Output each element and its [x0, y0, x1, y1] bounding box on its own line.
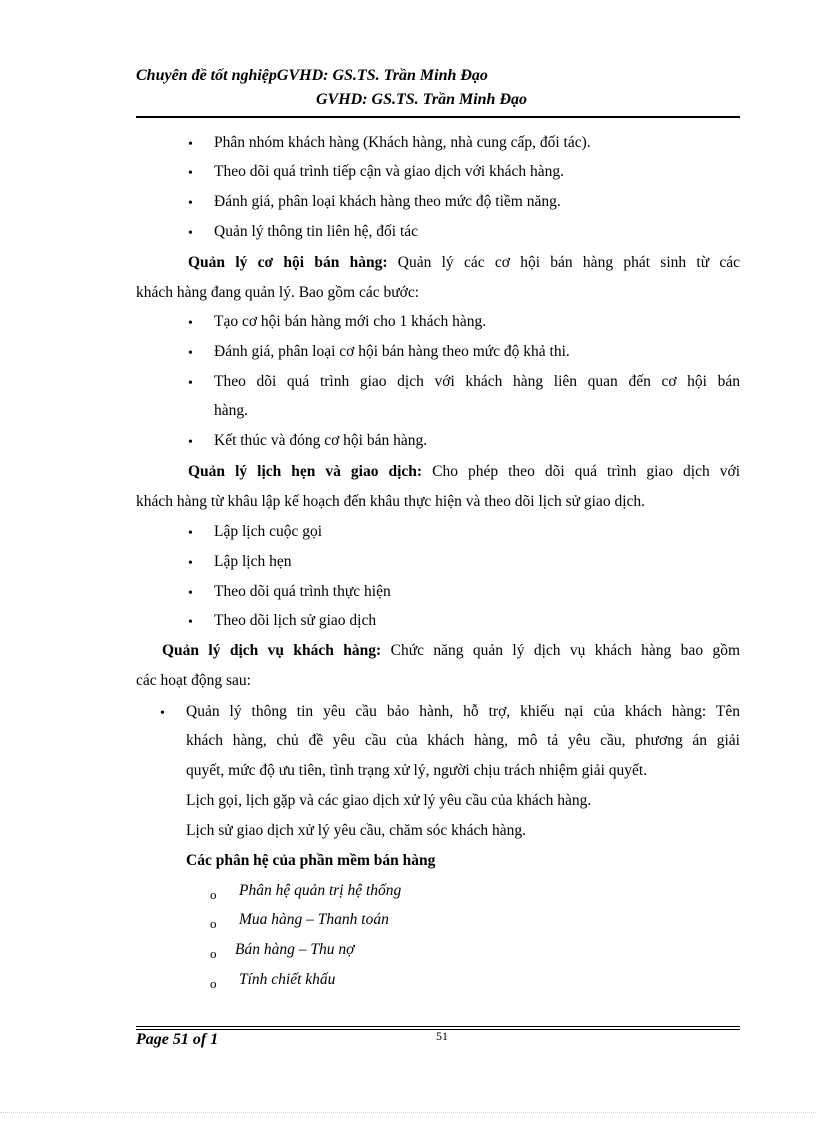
header-advisor: GVHD: GS.TS. Trần Minh Đạo: [316, 91, 528, 108]
bullet-icon: •: [188, 137, 193, 152]
paragraph: [188, 462, 740, 482]
paragraph-text: Lịch sử giao dịch xử lý yêu cầu, chăm sóc khách hàng.: [186, 822, 527, 839]
list-item: Tạo cơ hội bán hàng mới cho 1 khách hàng.: [214, 313, 487, 330]
footer-divider: [136, 1026, 740, 1027]
header-title: Chuyên đề tốt nghiệpGVHD: GS.TS. Trần Minh Đạo: [136, 67, 488, 84]
list-item: Đánh giá, phân loại cơ hội bán hàng theo mức độ khả thi.: [214, 343, 570, 360]
bullet-icon: •: [188, 316, 193, 331]
sub-bullet-icon: o: [210, 916, 217, 931]
paragraph-text: Quản lý các cơ hội bán hàng phát sinh từ các: [397, 254, 741, 271]
paragraph-text: khách hàng đang quản lý. Bao gồm các bước:: [136, 284, 420, 301]
bullet-icon: •: [188, 586, 193, 601]
list-item: Phân nhóm khách hàng (Khách hàng, nhà cung cấp, đối tác).: [214, 134, 591, 151]
list-item: Kết thúc và đóng cơ hội bán hàng.: [214, 432, 428, 449]
paragraph-text: Chức năng quản lý dịch vụ khách hàng bao gồm: [390, 642, 741, 659]
bullet-icon: •: [188, 346, 193, 361]
bullet-icon: •: [188, 226, 193, 241]
bullet-icon: •: [188, 526, 193, 541]
section-heading: Quản lý cơ hội bán hàng:: [188, 254, 388, 271]
paragraph-text: Lịch gọi, lịch gặp và các giao dịch xử lý yêu cầu của khách hàng.: [186, 792, 592, 809]
bullet-icon: •: [188, 615, 193, 630]
list-item: Theo dõi quá trình thực hiện: [214, 583, 391, 600]
paragraph-text: khách hàng từ khâu lập kế hoạch đến khâu thực hiện và theo dõi lịch sử giao dịch.: [136, 493, 646, 510]
section-heading: Quản lý lịch hẹn và giao dịch:: [188, 463, 423, 480]
list-item-continuation: quyết, mức độ ưu tiên, tình trạng xử lý, người chịu trách nhiệm giải quyết.: [186, 762, 648, 779]
bullet-icon: •: [188, 166, 193, 181]
list-item: Lập lịch cuộc gọi: [214, 523, 323, 540]
page-bottom-border: [0, 1112, 816, 1113]
sub-bullet-icon: o: [210, 887, 217, 902]
section-heading: Quản lý dịch vụ khách hàng:: [162, 642, 382, 659]
list-item: Bán hàng – Thu nợ: [235, 941, 355, 958]
list-item: Mua hàng – Thanh toán: [239, 911, 389, 928]
list-item: Quản lý thông tin yêu cầu bảo hành, hỗ trợ, khiếu nại của khách hàng: Tên: [186, 703, 740, 720]
list-item-continuation: hàng.: [214, 402, 249, 419]
sub-bullet-icon: o: [210, 976, 217, 991]
bullet-icon: •: [188, 556, 193, 571]
sub-bullet-icon: o: [210, 946, 217, 961]
bullet-icon: •: [188, 376, 193, 391]
paragraph: [162, 641, 740, 661]
bullet-icon: •: [188, 435, 193, 450]
list-item: Theo dõi quá trình tiếp cận và giao dịch với khách hàng.: [214, 163, 564, 180]
paragraph-text: các hoạt động sau:: [136, 672, 251, 689]
list-item-continuation: khách hàng, chủ đề yêu cầu của khách hàng, mô tả yêu cầu, phương án giải: [186, 732, 740, 749]
list-item: Theo dõi quá trình giao dịch với khách hàng liên quan đến cơ hội bán: [214, 373, 740, 390]
list-item: Tính chiết khấu: [239, 971, 336, 988]
footer-page-number: 51: [436, 1029, 448, 1043]
list-item: Lập lịch hẹn: [214, 553, 292, 570]
paragraph-text: Cho phép theo dõi quá trình giao dịch với: [432, 463, 741, 480]
section-heading: Các phân hệ của phần mềm bán hàng: [186, 852, 436, 869]
bullet-icon: •: [160, 706, 165, 721]
header-divider: [136, 116, 740, 118]
list-item: Đánh giá, phân loại khách hàng theo mức độ tiềm năng.: [214, 193, 561, 210]
list-item: Phân hệ quản trị hệ thống: [239, 882, 402, 899]
list-item: Theo dõi lịch sử giao dịch: [214, 612, 377, 629]
bullet-icon: •: [188, 196, 193, 211]
list-item: Quản lý thông tin liên hệ, đối tác: [214, 223, 419, 240]
footer-page-label: Page 51 of 1: [136, 1031, 219, 1048]
paragraph: [188, 253, 740, 273]
